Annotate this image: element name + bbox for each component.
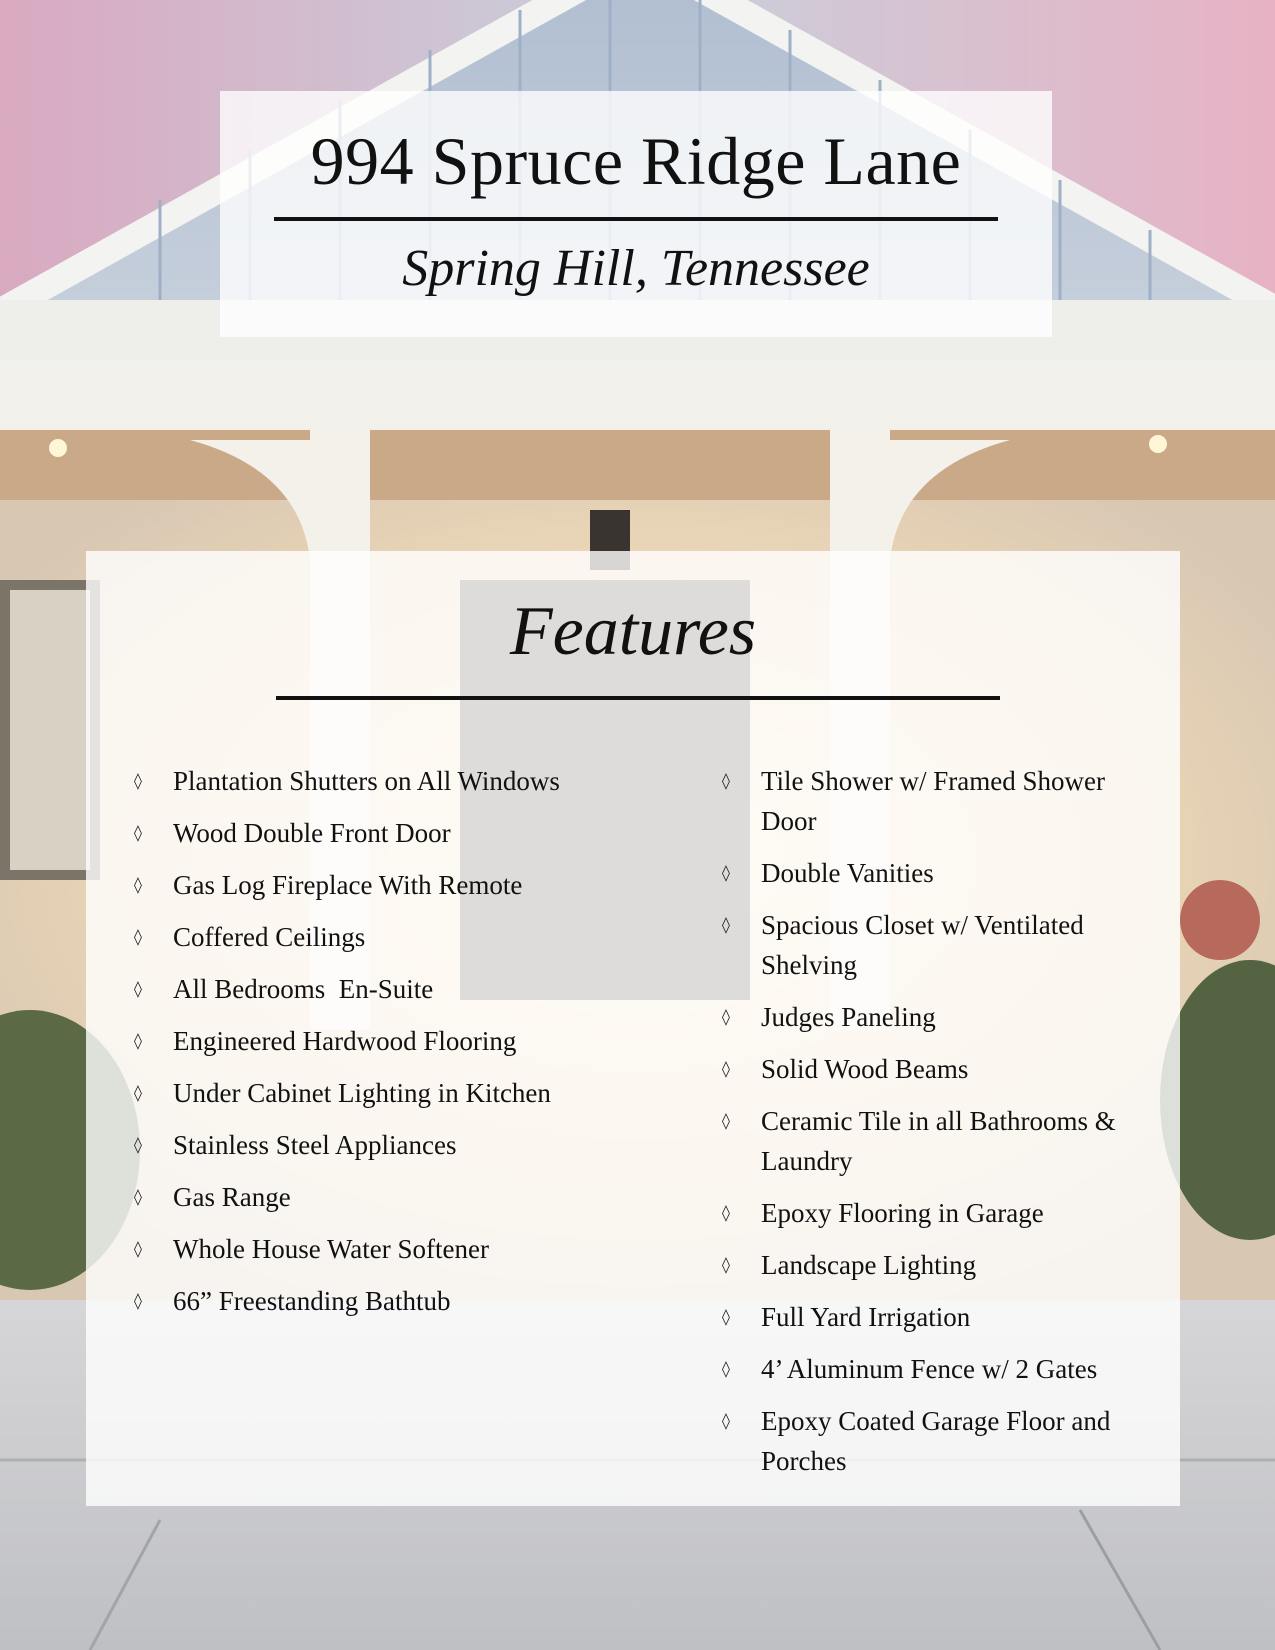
title-divider: [274, 217, 998, 221]
property-address: 994 Spruce Ridge Lane: [310, 123, 962, 199]
diamond-bullet-icon: ◊: [134, 1187, 142, 1206]
list-item: [722, 761, 1142, 841]
diamond-bullet-icon: ◊: [722, 1111, 730, 1130]
list-item: [134, 1125, 674, 1165]
list-item: [722, 1245, 1142, 1285]
diamond-bullet-icon: ◊: [722, 1203, 730, 1222]
diamond-bullet-icon: ◊: [722, 1411, 730, 1430]
diamond-bullet-icon: ◊: [134, 1083, 142, 1102]
list-item: [722, 1101, 1142, 1181]
feature-text: All Bedrooms En-Suite: [173, 974, 434, 1004]
diamond-bullet-icon: ◊: [722, 1059, 730, 1078]
feature-text: Spacious Closet w/ Ventilated Shelving: [761, 910, 1084, 980]
list-item: [134, 813, 674, 853]
feature-text: Epoxy Flooring in Garage: [761, 1198, 1044, 1228]
diamond-bullet-icon: ◊: [134, 875, 142, 894]
feature-text: Judges Paneling: [761, 1002, 936, 1032]
list-item: [722, 905, 1142, 985]
feature-text: Landscape Lighting: [761, 1250, 977, 1280]
feature-text: Whole House Water Softener: [173, 1234, 489, 1264]
diamond-bullet-icon: ◊: [722, 915, 730, 934]
diamond-bullet-icon: ◊: [134, 1135, 142, 1154]
features-card: [86, 551, 1180, 1506]
list-item: [134, 1021, 674, 1061]
list-item: [134, 1177, 674, 1217]
feature-text: Wood Double Front Door: [173, 818, 451, 848]
feature-text: Engineered Hardwood Flooring: [173, 1026, 517, 1056]
diamond-bullet-icon: ◊: [722, 1255, 730, 1274]
diamond-bullet-icon: ◊: [722, 771, 730, 790]
list-item: [134, 917, 674, 957]
feature-text: 66” Freestanding Bathtub: [173, 1286, 451, 1316]
list-item: [134, 969, 674, 1009]
features-divider: [276, 696, 1000, 700]
list-item: [134, 1229, 674, 1269]
feature-text: Coffered Ceilings: [173, 922, 366, 952]
features-list-right: [722, 761, 1142, 1493]
feature-text: Full Yard Irrigation: [761, 1302, 971, 1332]
feature-text: 4’ Aluminum Fence w/ 2 Gates: [761, 1354, 1098, 1384]
diamond-bullet-icon: ◊: [134, 1239, 142, 1258]
list-item: [722, 853, 1142, 893]
list-item: [722, 1349, 1142, 1389]
feature-text: Epoxy Coated Garage Floor and Porches: [761, 1406, 1111, 1476]
diamond-bullet-icon: ◊: [722, 1307, 730, 1326]
feature-text: Tile Shower w/ Framed Shower Door: [761, 766, 1105, 836]
title-card: [220, 91, 1052, 337]
diamond-bullet-icon: ◊: [134, 771, 142, 790]
feature-text: Plantation Shutters on All Windows: [173, 766, 560, 796]
feature-text: Under Cabinet Lighting in Kitchen: [173, 1078, 551, 1108]
list-item: [722, 1297, 1142, 1337]
diamond-bullet-icon: ◊: [722, 863, 730, 882]
diamond-bullet-icon: ◊: [134, 979, 142, 998]
feature-text: Gas Range: [173, 1182, 291, 1212]
list-item: [722, 1193, 1142, 1233]
list-item: [134, 1281, 674, 1321]
feature-text: Stainless Steel Appliances: [173, 1130, 457, 1160]
diamond-bullet-icon: ◊: [134, 823, 142, 842]
features-list-left: [134, 761, 674, 1333]
features-heading: Features: [509, 593, 757, 670]
list-item: [722, 1401, 1142, 1481]
diamond-bullet-icon: ◊: [722, 1359, 730, 1378]
diamond-bullet-icon: ◊: [722, 1007, 730, 1026]
feature-text: Ceramic Tile in all Bathrooms & Laundry: [761, 1106, 1116, 1176]
diamond-bullet-icon: ◊: [134, 1291, 142, 1310]
list-item: [134, 761, 674, 801]
list-item: [134, 865, 674, 905]
list-item: [722, 1049, 1142, 1089]
feature-text: Double Vanities: [761, 858, 934, 888]
feature-text: Solid Wood Beams: [761, 1054, 969, 1084]
diamond-bullet-icon: ◊: [134, 1031, 142, 1050]
property-city: Spring Hill, Tennessee: [402, 240, 870, 297]
feature-text: Gas Log Fireplace With Remote: [173, 870, 523, 900]
list-item: [722, 997, 1142, 1037]
list-item: [134, 1073, 674, 1113]
diamond-bullet-icon: ◊: [134, 927, 142, 946]
